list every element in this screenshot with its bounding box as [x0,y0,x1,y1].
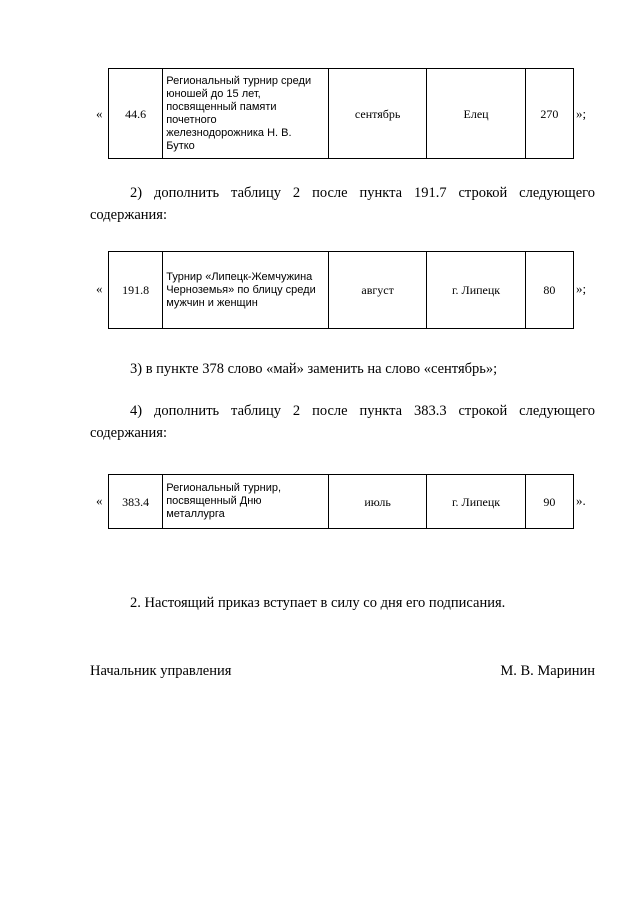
table-383-4 [108,474,574,529]
item-4-paragraph [90,400,595,444]
close-quote: »; [576,106,587,121]
point-2-paragraph: 2. Настоящий приказ вступает в силу со дня его подписания. [130,595,506,611]
event-name-line: юношей до 15 лет, [166,87,261,100]
event-name-line: посвященный Дню [166,495,262,507]
item-number: 191.8 [109,252,163,329]
close-quote: »; [576,281,587,296]
event-name-line: Черноземья» по блицу среди [166,283,316,296]
item-3-paragraph: 3) в пункте 378 слово «май» заменить на слово «сентябрь»; [130,361,498,377]
event-name-line: мужчин и женщин [166,296,258,309]
close-quote: ». [576,493,586,508]
signatory-name: М. В. Маринин [500,663,595,679]
item-4-line-1: 4) дополнить таблицу 2 после пункта 383.3 строкой следующего [130,403,595,419]
event-name [163,252,329,329]
table-44-6 [108,68,574,159]
participant-count: 90 [525,475,573,529]
participant-count: 270 [525,69,573,159]
item-2-line-2: содержания: [90,207,168,223]
event-name-line: почетного [166,113,217,126]
item-2-paragraph [90,182,595,226]
event-name-line: железнодорожника Н. В. [166,126,292,139]
event-name-line: Бутко [166,139,195,152]
table-191-8 [108,251,574,329]
item-number: 44.6 [109,69,163,159]
participant-count: 80 [525,252,573,329]
event-name-line: посвященный памяти [166,100,277,113]
event-place: г. Липецк [427,475,525,529]
event-month: сентябрь [328,69,426,159]
event-name-line: Региональный турнир, [166,482,282,494]
open-quote: « [96,281,103,296]
event-place: Елец [427,69,525,159]
open-quote: « [96,493,103,508]
event-place: г. Липецк [427,252,525,329]
event-month: август [328,252,426,329]
open-quote: « [96,106,103,121]
event-month: июль [328,475,426,529]
table-row-191-8 [90,251,595,328]
event-name-line: Турнир «Липецк-Жемчужина [166,270,313,283]
table-row-383-4 [90,474,595,528]
event-name-line: металлурга [166,508,225,520]
table-row-44-6 [90,68,595,158]
event-name-line: Региональный турнир среди [166,74,312,87]
item-4-line-2: содержания: [90,425,168,441]
signatory-position: Начальник управления [90,663,232,679]
event-name [163,475,329,529]
event-name [163,69,329,159]
item-number: 383.4 [109,475,163,529]
item-2-line-1: 2) дополнить таблицу 2 после пункта 191.7 строкой следующего [130,185,595,201]
